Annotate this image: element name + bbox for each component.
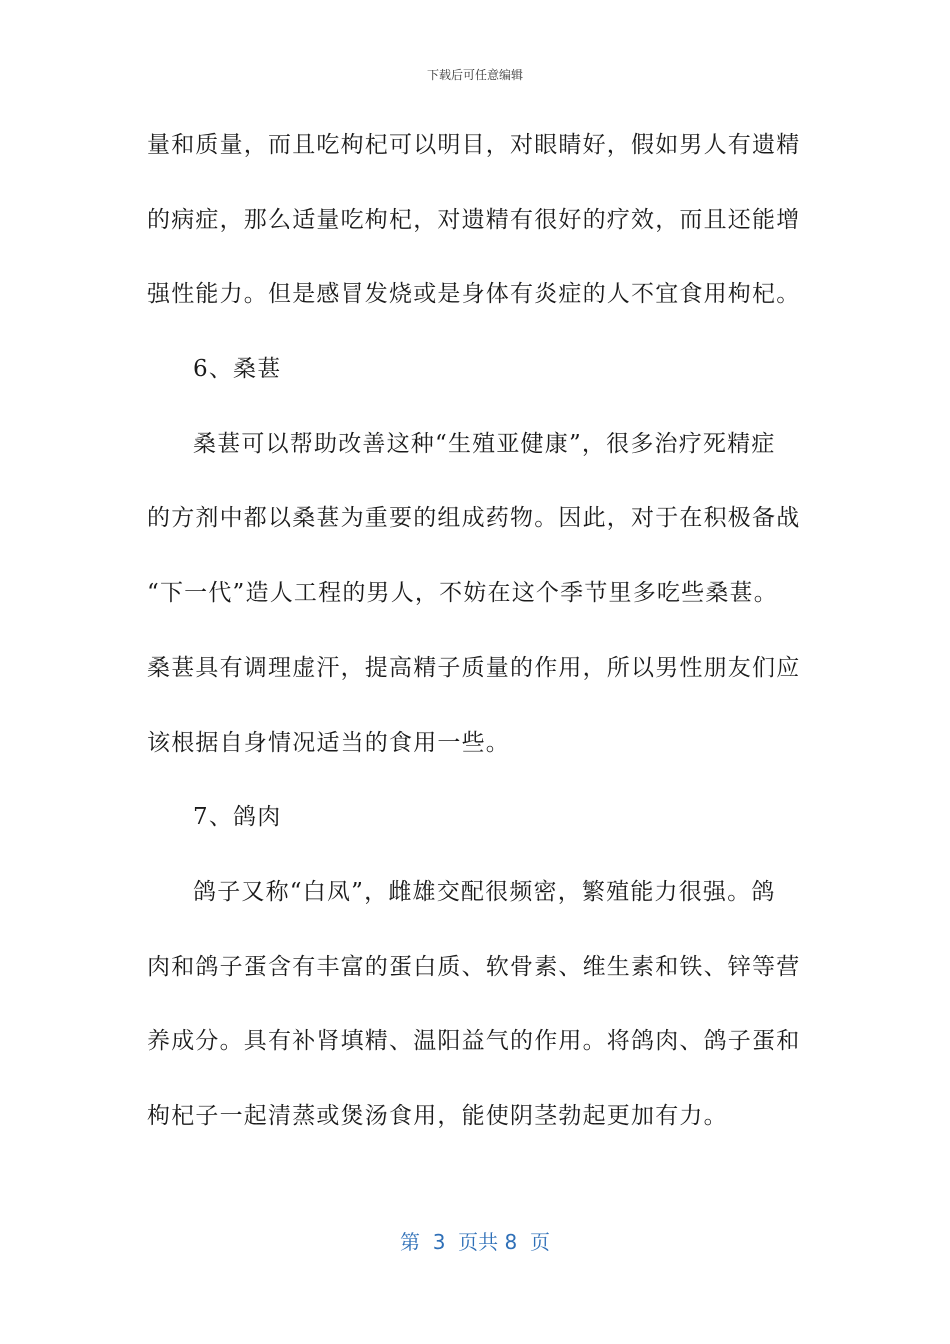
paragraph-line: 桑葚可以帮助改善这种“生殖亚健康”，很多治疗死精症 xyxy=(193,430,776,457)
paragraph-line: 该根据自身情况适当的食用一些。 xyxy=(147,729,510,756)
section-heading-gerou: 7、鸽肉 xyxy=(193,804,282,831)
paragraph-line: 桑葚具有调理虚汗，提高精子质量的作用，所以男性朋友们应 xyxy=(147,654,801,681)
document-body xyxy=(147,108,801,1154)
page-header: 下载后可任意编辑 xyxy=(426,68,523,82)
paragraph-line: 枸杞子一起清蒸或煲汤食用，能使阴茎勃起更加有力。 xyxy=(147,1102,728,1129)
paragraph-line: 量和质量，而且吃枸杞可以明目，对眼睛好，假如男人有遗精 xyxy=(147,132,801,158)
paragraph-line: “下一代”造人工程的男人，不妨在这个季节里多吃些桑葚。 xyxy=(147,580,778,607)
paragraph-line: 的方剂中都以桑葚为重要的组成药物。因此，对于在积极备战 xyxy=(147,505,801,532)
page-number-footer: 第 3 页共 8 页 xyxy=(400,1230,550,1254)
paragraph-line: 的病症，那么适量吃枸杞，对遗精有很好的疗效，而且还能增 xyxy=(147,206,801,233)
paragraph-line: 鸽子又称“白凤”，雌雄交配很频密，繁殖能力很强。鸽 xyxy=(193,878,776,905)
section-heading-sangshen: 6、桑葚 xyxy=(193,356,282,383)
paragraph-line: 强性能力。但是感冒发烧或是身体有炎症的人不宜食用枸杞。 xyxy=(147,281,801,308)
paragraph-line: 养成分。具有补肾填精、温阳益气的作用。将鸽肉、鸽子蛋和 xyxy=(147,1028,801,1055)
paragraph-line: 肉和鸽子蛋含有丰富的蛋白质、软骨素、维生素和铁、锌等营 xyxy=(147,953,801,980)
